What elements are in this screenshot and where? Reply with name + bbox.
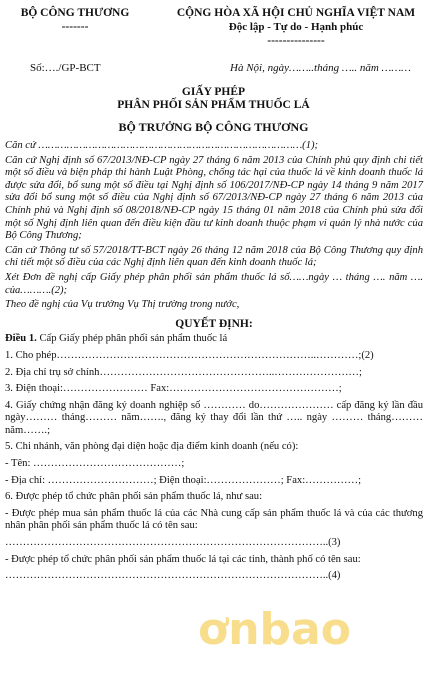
title-line-3: BỘ TRƯỞNG BỘ CÔNG THƯƠNG — [118, 120, 309, 134]
form-item: 6. Được phép tổ chức phân phối sản phẩm thuốc lá, như sau: — [5, 491, 263, 503]
form-item: - Địa chỉ: …………………………; Điện thoại:…………………; Fax:……………; — [5, 474, 362, 486]
article-1-text: Cấp Giấy phép phân phối sản phẩm thuốc lá — [39, 333, 228, 345]
form-item: 4. Giấy chứng nhận đăng ký doanh nghiệp số ………… do………………… cấp đăng ký lần đầu ngày……… tháng……… năm……., đăng ký thay đổi lần thứ ….. ngày ……… tháng……… năm…….; — [5, 399, 423, 436]
form-item: ………………………………………………………………………………..(4) — [5, 570, 341, 582]
form-item: 5. Chi nhánh, văn phòng đại diện hoặc địa điểm kinh doanh (nếu có): — [5, 441, 299, 453]
form-item: 3. Điện thoại:…………………… Fax:…………………………………………; — [5, 383, 342, 395]
title-line-2: PHÂN PHỐI SẢN PHẨM THUỐC LÁ — [117, 99, 310, 111]
form-item: 2. Địa chỉ trụ sở chính…………………………………………..……………………; — [5, 366, 362, 378]
document-number: Số:…./GP-BCT — [30, 62, 101, 74]
form-item: - Tên: ……………………………………; — [5, 458, 185, 470]
form-item: - Được phép tổ chức phân phối sản phẩm thuốc lá tại các tỉnh, thành phố có tên sau: — [5, 553, 361, 565]
article-1-label: Điều 1. — [5, 333, 37, 345]
preamble-paragraph: Căn cứ Thông tư số 57/2018/TT-BCT ngày 26 tháng 12 năm 2018 của Bộ Công Thương quy định chi tiết một số điều của các Nghị định liên quan đến kinh doanh thuốc lá; — [5, 244, 423, 269]
form-item: ………………………………………………………………………………..(3) — [5, 537, 341, 549]
motto-rule: --------------- — [267, 35, 325, 47]
preamble-paragraph: Xét Đơn đề nghị cấp Giấy phép phân phối sản phẩm thuốc lá số……ngày … tháng …. năm …. của……….(2); — [5, 271, 423, 296]
preamble-paragraph: Theo đề nghị của Vụ trưởng Vụ Thị trường trong nước, — [5, 299, 240, 311]
preamble-paragraph: Căn cứ Nghị định số 67/2013/NĐ-CP ngày 27 tháng 6 năm 2013 của Chính phủ quy định chi tiết một số điều và biện pháp thi hành Luật Phòng, chống tác hại của thuốc lá về kinh doanh thuốc lá được sửa đổi, bổ sung một số điều tại Nghị định số 106/2017/NĐ-CP ngày 14 tháng 9 năm 2017 sửa đổi bổ sung một số điều của Nghị định số 67/2013/NĐ-CP ngày 27 tháng 6 năm 2013 của Chính phủ và Nghị định số 08/2018/NĐ-CP ngày 15 tháng 01 năm 2018 của Chính phủ sửa đổi một số Nghị định liên quan đến điều kiện đầu tư kinh doanh thuộc phạm vi quản lý nhà nước của Bộ Công Thương; — [5, 154, 423, 242]
document-date: Hà Nội, ngày……..tháng ….. năm ……… — [230, 62, 411, 74]
document-body — [5, 140, 423, 587]
article-1 — [5, 333, 423, 346]
form-item: 1. Cho phép………………………………………………………………..…………;(2) — [5, 349, 374, 361]
document-title — [0, 86, 427, 134]
preamble-paragraph: Căn cứ …………………………………………………………………………(1); — [5, 140, 319, 151]
title-line-1: GIẤY PHÉP — [181, 86, 246, 98]
form-item: - Được phép mua sản phẩm thuốc lá của các Nhà cung cấp sản phẩm thuốc lá và của các thương nhân phân phối sản phẩm thuốc lá có tên sau: — [5, 507, 423, 532]
ministry-name: BỘ CÔNG THƯƠNG — [20, 7, 130, 19]
watermark-text: ơnbao — [198, 604, 351, 655]
national-motto: Độc lập - Tự do - Hạnh phúc — [228, 21, 364, 33]
decision-heading: QUYẾT ĐỊNH: — [175, 317, 253, 330]
ministry-rule: ------- — [61, 21, 89, 33]
ministry-header — [10, 6, 140, 34]
national-header — [165, 6, 427, 48]
country-name: CỘNG HÒA XÃ HỘI CHỦ NGHĨA VIỆT NAM — [176, 7, 416, 19]
watermark-logo — [178, 598, 427, 658]
